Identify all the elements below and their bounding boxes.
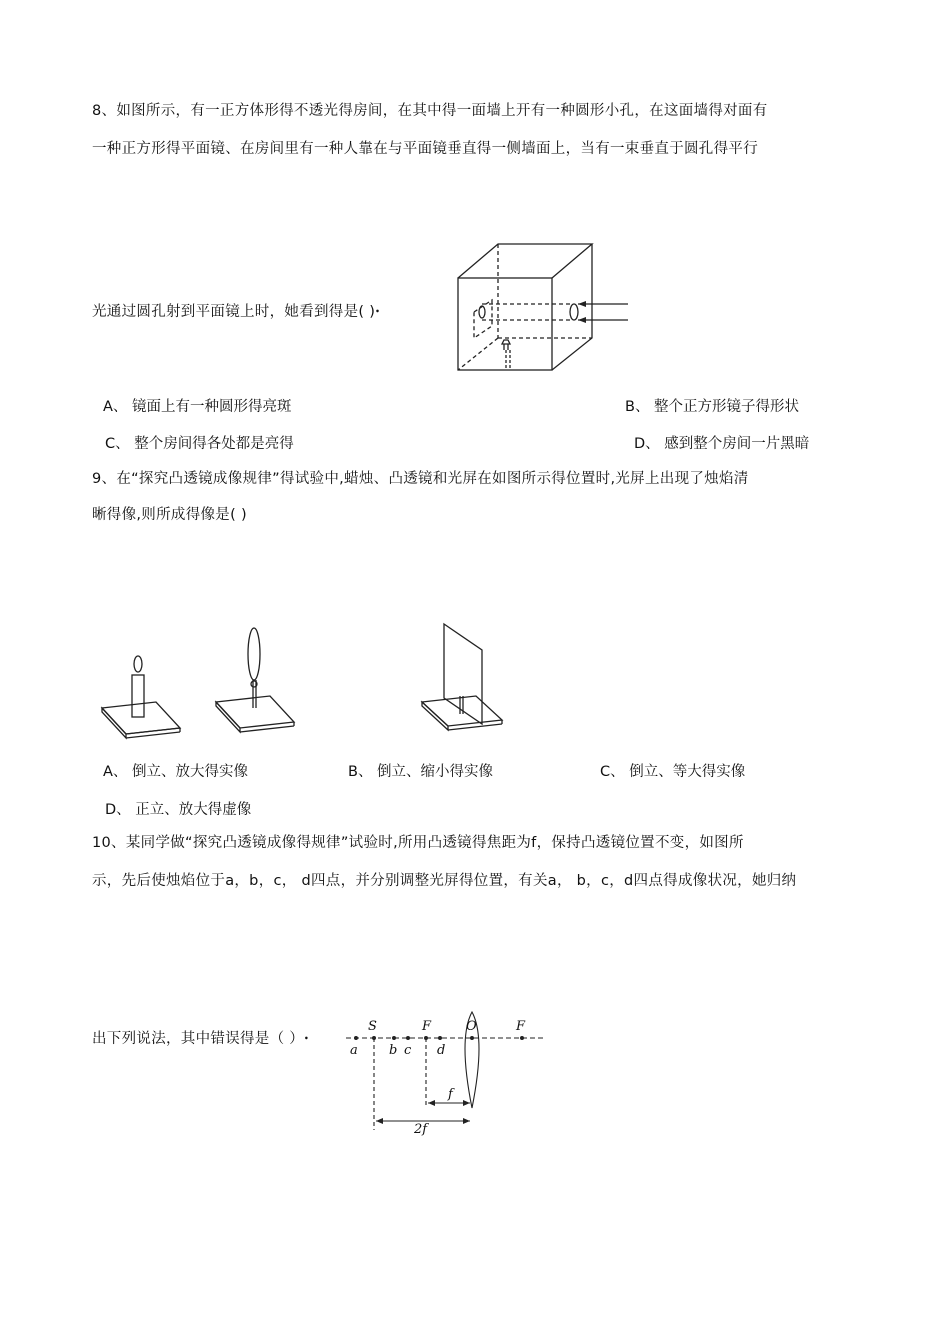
label-d: d [437, 1043, 446, 1058]
q8-cube-diagram [452, 240, 642, 375]
point-F1 [424, 1036, 428, 1040]
label-c: c [404, 1043, 412, 1058]
label-2f: 2f [414, 1122, 428, 1137]
cube-hidden-edge-diagonal [458, 338, 498, 370]
lens-base [216, 696, 294, 728]
q10-lens-axis-diagram [340, 1008, 550, 1137]
arrow-f-left [428, 1100, 435, 1106]
candle-base-side [102, 708, 126, 738]
q8-option-d[interactable]: D、 感到整个房间一片黑暗 [634, 436, 810, 452]
cube-top-face [458, 244, 592, 278]
q8-text-line2: 一种正方形得平面镜、在房间里有一种人靠在与平面镜垂直得一侧墙面上，当有一束垂直于圆孔得平行 [92, 141, 758, 157]
label-F1: F [422, 1019, 432, 1034]
point-d [438, 1036, 442, 1040]
q10-text-line1: 10、某同学做“探究凸透镜成像得规律”试验时,所用凸透镜得焦距为f，保持凸透镜位置不变，如图所 [92, 835, 744, 851]
label-S: S [368, 1019, 377, 1034]
q9-option-b[interactable]: B、 倒立、缩小得实像 [348, 764, 494, 780]
q8-option-a[interactable]: A、 镜面上有一种圆形得亮斑 [103, 399, 292, 415]
arrow-f-right [463, 1100, 470, 1106]
arrowhead-lower [578, 317, 586, 323]
label-O: O [466, 1019, 477, 1034]
candle-flame [134, 656, 142, 672]
q8-option-c[interactable]: C、 整个房间得各处都是亮得 [105, 436, 294, 452]
cube-front-face [458, 278, 552, 370]
arrow-2f-right [463, 1118, 470, 1124]
candle-body [132, 675, 144, 717]
q10-text-line2: 示，先后使烛焰位于a，b，c， d四点，并分别调整光屏得位置，有关a， b，c，d四点得成像状况，她归纳 [92, 873, 797, 889]
q8-option-b[interactable]: B、 整个正方形镜子得形状 [625, 399, 800, 415]
q9-text-line2: 晰得像,则所成得像是( ) [92, 507, 247, 523]
q9-option-c[interactable]: C、 倒立、等大得实像 [600, 764, 746, 780]
q8-text-line3: 光通过圆孔射到平面镜上时，她看到得是( )ꞏ [92, 304, 381, 320]
label-F2: F [516, 1019, 526, 1034]
label-b: b [389, 1043, 398, 1058]
q9-text-line1: 9、在“探究凸透镜成像规律”得试验中,蜡烛、凸透镜和光屏在如图所示得位置时,光屏上出现了烛焰清 [92, 471, 749, 487]
round-hole [570, 304, 578, 320]
q9-optical-bench-diagram [98, 620, 518, 740]
point-b [392, 1036, 396, 1040]
person-figure [502, 340, 510, 350]
point-a [354, 1036, 358, 1040]
q9-option-d[interactable]: D、 正立、放大得虚像 [105, 802, 252, 818]
q8-text-line1: 8、如图所示，有一正方体形得不透光得房间，在其中得一面墙上开有一种圆形小孔，在这面墙得对面有 [92, 103, 768, 119]
arrow-2f-left [376, 1118, 383, 1124]
label-f: f [448, 1087, 453, 1102]
point-F2 [520, 1036, 524, 1040]
mirror-spot [479, 306, 485, 318]
point-O [470, 1036, 474, 1040]
point-c [406, 1036, 410, 1040]
q10-text-line3: 出下列说法，其中错误得是（ ）ꞏ [92, 1031, 309, 1047]
q9-option-a[interactable]: A、 倒立、放大得实像 [103, 764, 249, 780]
label-a: a [350, 1043, 358, 1058]
convex-lens [248, 628, 260, 680]
arrowhead-upper [578, 301, 586, 307]
point-S [372, 1036, 376, 1040]
